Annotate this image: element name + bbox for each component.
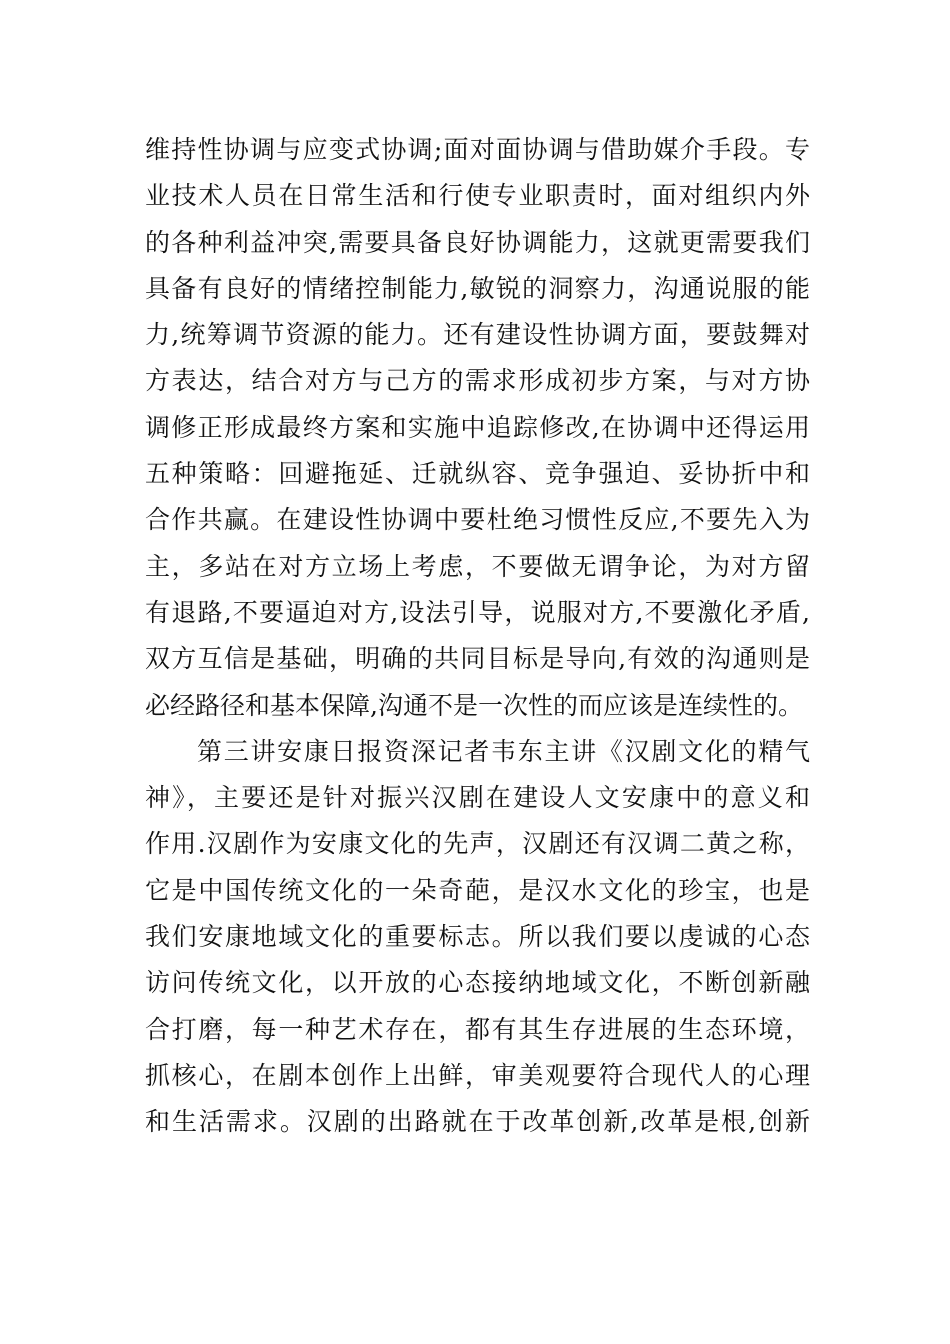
text-line: 抓核心，在剧本创作上出鲜，审美观要符合现代人的心理 xyxy=(145,1060,810,1090)
text-line: 双方互信是基础，明确的共同目标是导向,有效的沟通则是 xyxy=(145,644,810,674)
text-line: 合打磨，每一种艺术存在，都有其生存进展的生态环境， xyxy=(145,1014,810,1044)
text-line: 的各种利益冲突,需要具备良好协调能力，这就更需要我们 xyxy=(145,227,810,257)
text-line: 和生活需求。汉剧的出路就在于改革创新,改革是根,创新 xyxy=(145,1107,810,1137)
text-line: 第三讲安康日报资深记者韦东主讲《汉剧文化的精气 xyxy=(197,736,810,766)
text-line: 调修正形成最终方案和实施中追踪修改,在协调中还得运用 xyxy=(145,412,810,442)
text-line: 主，多站在对方立场上考虑，不要做无谓争论，为对方留 xyxy=(145,551,810,581)
text-line: 合作共赢。在建设性协调中要杜绝习惯性反应,不要先入为 xyxy=(145,505,810,535)
text-line: 必经路径和基本保障,沟通不是一次性的而应该是连续性的。 xyxy=(145,690,803,720)
paragraph-han-opera xyxy=(145,729,810,1146)
paragraph-coordination xyxy=(145,127,810,729)
text-line: 业技术人员在日常生活和行使专业职责时，面对组织内外 xyxy=(145,181,810,211)
text-line: 方表达，结合对方与己方的需求形成初步方案，与对方协 xyxy=(145,366,810,396)
text-line: 作用.汉剧作为安康文化的先声，汉剧还有汉调二黄之称， xyxy=(145,829,810,859)
text-line: 神》，主要还是针对振兴汉剧在建设人文安康中的意义和 xyxy=(145,783,810,813)
text-line: 我们安康地域文化的重要标志。所以我们要以虔诚的心态 xyxy=(145,922,810,952)
text-line: 力,统筹调节资源的能力。还有建设性协调方面，要鼓舞对 xyxy=(145,320,810,350)
text-line: 有退路,不要逼迫对方,设法引导，说服对方,不要激化矛盾, xyxy=(145,597,810,627)
text-line: 它是中国传统文化的一朵奇葩，是汉水文化的珍宝，也是 xyxy=(145,875,810,905)
text-line: 访问传统文化，以开放的心态接纳地域文化，不断创新融 xyxy=(145,968,810,998)
text-line: 维持性协调与应变式协调;面对面协调与借助媒介手段。专 xyxy=(145,135,810,164)
document-body xyxy=(145,127,810,1146)
text-line: 五种策略：回避拖延、迁就纵容、竞争强迫、妥协折中和 xyxy=(145,459,810,489)
text-line: 具备有良好的情绪控制能力,敏锐的洞察力，沟通说服的能 xyxy=(145,273,810,303)
